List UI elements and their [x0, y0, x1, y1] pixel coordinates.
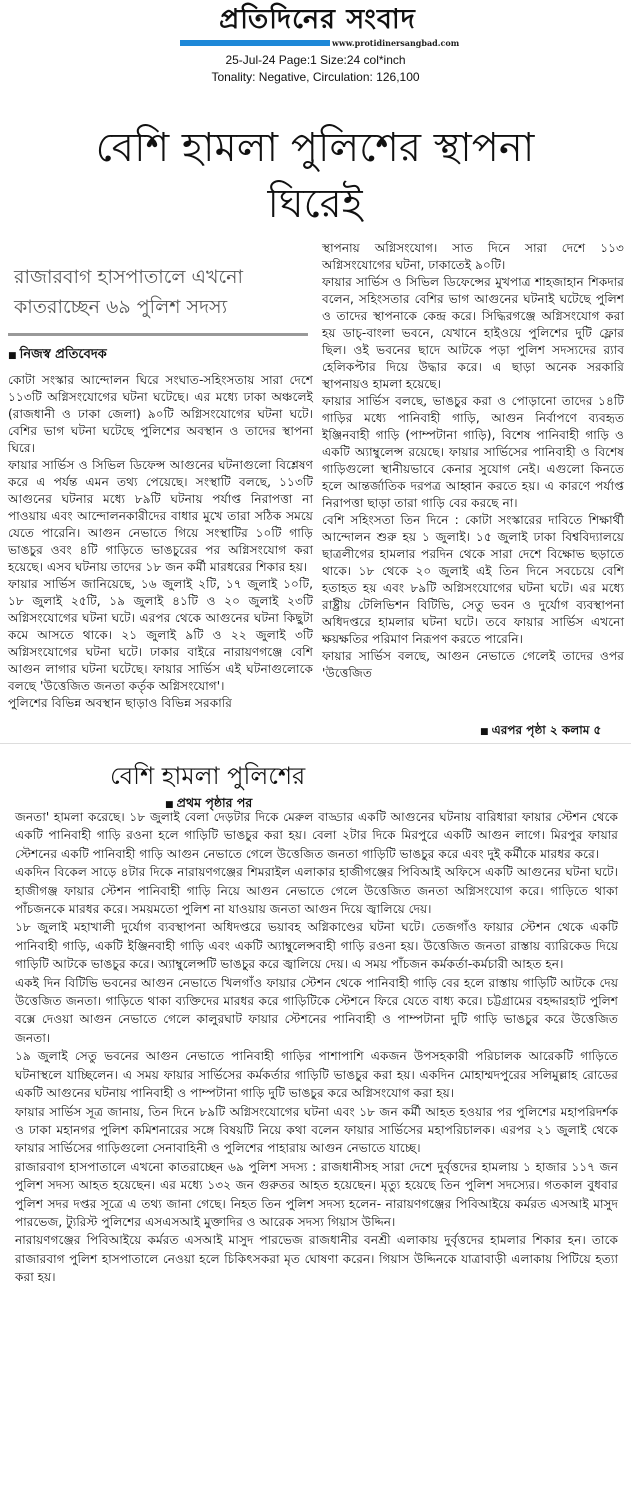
paragraph: কোটা সংস্কার আন্দোলন ঘিরে সংঘাত-সহিংসতায় সারা দেশে ১১৩টি অগ্নিসংযোগের ঘটনা ঘটেছে। এর মধ্যে ঢাকা অঞ্চলেই (রাজধানী ও ঢাকা জেলা) ৯০টি অগ্নিসংযোগের ঘটনা ঘটে। বেশির ভাগ ঘটনা ঘটেছে পুলিশের অবস্থান ও তাদের স্থাপনা ঘিরে। — [8, 373, 313, 455]
newspaper-logo: প্রতিদিনের সংবাদ — [219, 4, 416, 35]
article-right-column — [322, 240, 624, 682]
paragraph: স্থাপনায় অগ্নিসংযোগ। সাত দিনে সারা দেশে ১১৩ অগ্নিসংযোগের ঘটনা, ঢাকাতেই ৯০টি। — [322, 241, 624, 272]
paragraph: রাজারবাগ হাসপাতালে এখনো কাতরাচ্ছেন ৬৯ পুলিশ সদস্য : রাজধানীসহ সারা দেশে দুর্বৃত্তদের হামলায় ১ হাজার ১১৭ জন পুলিশ সদস্য আহত হয়েছেন। এর মধ্যে ১৩২ জন গুরুতর আহত হয়েছেন। মৃত্যু হয়েছে তিন পুলিশ সদস্যের। গতকাল বুধবার পুলিশ সদর দপ্তর সূত্রে এ তথ্য জানা গেছে। নিহত তিন পুলিশ সদস্য হলেন- নারায়ণগঞ্জের পিবিআইয়ে কর্মরত এসআই মাসুদ পারভেজ, ট্যুরিস্ট পুলিশের এসএসআই মুক্তাদির ও আরেক সদস্য গিয়াস উদ্দিন। — [15, 1159, 618, 1229]
byline: ■ নিজস্ব প্রতিবেদক — [8, 345, 107, 366]
paragraph: ফায়ার সার্ভিস বলছে, আগুন নেভাতে গেলেই তাদের ওপর 'উত্তেজিত — [322, 649, 624, 680]
logo-accent-bar — [180, 40, 330, 46]
paragraph: ফায়ার সার্ভিস বলছে, ভাঙচুর করা ও পোড়ানো তাদের ১৪টি গাড়ির মধ্যে পানিবাহী গাড়ি, আগুন নির্বাপণে ব্যবহৃত ইঞ্জিনবাহী গাড়ি (পাম্পটানা গাড়ি), বিশেষ পানিবাহী গাড়ি ও একটি অ্যাম্বুলেন্স রয়েছে। ফায়ার সার্ভিসের পানিবাহী ও বিশেষ গাড়িগুলো স্থানীয়ভাবে কেনার সুযোগ নেই। এগুলো কিনতে হলে আন্তর্জাতিক দরপত্র আহ্বান করতে হয়। এ কারণে পর্যাপ্ত নিরাপত্তা ছাড়া তারা গাড়ি বের করছে না। — [322, 394, 624, 510]
subheadline: রাজারবাগ হাসপাতালে এখনো কাতরাচ্ছেন ৬৯ পুলিশ সদস্য — [14, 266, 243, 318]
continuation-body — [15, 808, 618, 1287]
continued-jump-line: ■ এরপর পৃষ্ঠা ২ কলাম ৫ — [480, 722, 601, 742]
clipping-meta-tonality: Tonality: Negative, Circulation: 126,100 — [211, 70, 420, 84]
paragraph: ১৮ জুলাই মহাখালী দুর্যোগ ব্যবস্থাপনা অধিদপ্তরে ভয়াবহ অগ্নিকাণ্ডের ঘটনা ঘটে। তেজগাঁও ফায়ার স্টেশন থেকে একটি পানিবাহী গাড়ি, একটি ইঞ্জিনবাহী গাড়ি এবং একটি অ্যাম্বুলেন্সবাহী গাড়ি রওনা হয়। উত্তেজিত জনতা রাস্তায় ব্যারিকেড দিয়ে গাড়িটি আটকে ভাঙচুর করে। অ্যাম্বুলেন্সটি ভাঙচুর করে জ্বালিয়ে দেয়। এ সময় পাঁচজন কর্মকর্তা-কর্মচারী আহত হন। — [15, 920, 618, 972]
paragraph: ১৯ জুলাই সেতু ভবনের আগুন নেভাতে পানিবাহী গাড়ির পাশাপাশি একজন উপসহকারী পরিচালক আরেকটি গাড়িতে ঘটনাস্থলে যাচ্ছিলেন। এ সময় ফায়ার সার্ভিসের কর্মকর্তার গাড়িটি ভাঙচুর করা হয়। একদিন মোহাম্মদপুরের সলিমুল্লাহ রোডের একটি আগুনের ঘটনায় পানিবাহী ও পাম্পটানা গাড়ি দুটি ভাঙচুর করে অগ্নিসংযোগ করা হয়। — [15, 1049, 618, 1101]
subhead-box — [8, 258, 308, 336]
main-headline: বেশি হামলা পুলিশের স্থাপনা ঘিরেই — [95, 125, 535, 227]
paragraph: একদিন বিকেল সাড়ে ৪টার দিকে নারায়ণগঞ্জের শিমরাইল এলাকার হাজীগঞ্জের পিবিআই অফিসে একটি আগুনের ঘটনা ঘটে। হাজীগঞ্জ ফায়ার স্টেশন পানিবাহী গাড়ি নিয়ে আগুন নেভাতে গেলে উত্তেজিত জনতা অগ্নিসংযোগ করে। গাড়িতে থাকা পাঁচজনকে মারধর করে। সময়মতো পুলিশ না যাওয়ায় জনতা আগুন দিয়ে জ্বালিয়ে দেয়। — [15, 865, 618, 917]
continuation-headline: বেশি হামলা পুলিশের — [110, 762, 306, 790]
paragraph: ফায়ার সার্ভিস ও সিভিল ডিফেন্স আগুনের ঘটনাগুলো বিশ্লেষণ করে এ পর্যন্ত এমন তথ্য পেয়েছে। সংস্থাটি বলছে, ১১৩টি আগুনের ঘটনার মধ্যে ৮৯টি ঘটনায় পর্যাপ্ত নিরাপত্তা না পাওয়ায় এবং আন্দোলনকারীদের বাধার মুখে তারা সঠিক সময়ে যেতে পারেনি। আগুন নেভাতে গিয়ে সংস্থাটির ১০টি গাড়ি ভাঙচুর ওবং ৪টি গাড়িতে ভাঙচুরের পর অগ্নিসংযোগ করা হয়েছে। এসব ঘটনায় তাদের ১৮ জন কর্মী মারধরের শিকার হয়। — [8, 458, 313, 574]
paragraph: ফায়ার সার্ভিস সূত্র জানায়, তিন দিনে ৮৯টি অগ্নিসংযোগের ঘটনা এবং ১৮ জন কর্মী আহত হওয়ার পর পুলিশের মহাপরিদর্শক ও ঢাকা মহানগর পুলিশ কমিশনারের সঙ্গে বিষয়টি নিয়ে কথা বলেন ফায়ার সার্ভিসের মহাপরিচালক। এরপর ২১ জুলাই থেকে ফায়ার সার্ভিসের গাড়িগুলো সেনাবাহিনী ও পুলিশের পাহারায় আগুন নেভাতে যাচ্ছে। — [15, 1104, 618, 1156]
paragraph: জনতা' হামলা করেছে। ১৮ জুলাই বেলা দেড়টার দিকে মেরুল বাড্ডার একটি আগুনের ঘটনায় বারিধারা ফায়ার স্টেশন থেকে একটি পানিবাহী গাড়ি রওনা হলে গাড়িটি ভাঙচুর করা হয়। বেলা ২টার দিকে মিরপুরে একটি আগুন লাগে। মিরপুর ফায়ার স্টেশনের একটি পানিবাহী গাড়ি আগুন নেভাতে গেলে উত্তেজিত জনতা গাড়িটি ভাঙচুর করে এবং দুই কর্মীকে মারধর করে। — [15, 810, 618, 861]
paragraph: পুলিশের বিভিন্ন অবস্থান ছাড়াও বিভিন্ন সরকারি — [8, 696, 232, 710]
clipping-meta-date: 25-Jul-24 Page:1 Size:24 col*inch — [225, 53, 406, 67]
paragraph: বেশি সহিংসতা তিন দিনে : কোটা সংস্কারের দাবিতে শিক্ষার্থী আন্দোলন শুরু হয় ১ জুলাই। ১৫ জুলাই ঢাকা বিশ্ববিদ্যালয়ে ছাত্রলীগের হামলার পরদিন থেকে সারা দেশে বিক্ষোভ ছড়াতে থাকে। ১৮ থেকে ২০ জুলাই এই তিন দিনে সবচেয়ে বেশি হতাহত হয় এবং ৮৯টি অগ্নিসংযোগের ঘটনা ঘটে। এর মধ্যে রাষ্ট্রীয় টেলিভিশন বিটিভি, সেতু ভবন ও দুর্যোগ ব্যবস্থাপনা অধিদপ্তরে হামলার ঘটনা ঘটে। তবে ফায়ার সার্ভিস এখনো ক্ষয়ক্ষতির পরিমাণ নিরূপণ করতে পারেনি। — [322, 513, 624, 646]
article-left-column — [8, 372, 313, 712]
continuation-kicker: ■ প্রথম পৃষ্ঠার পর — [165, 795, 252, 815]
paragraph: নারায়ণগঞ্জের পিবিআইয়ে কর্মরত এসআই মাসুদ পারভেজ রাজধানীর বনশ্রী এলাকায় দুর্বৃত্তদের হামলার শিকার হন। তাকে রাজারবাগ পুলিশ হাসপাতালে নেওয়া হলে চিকিৎসকরা মৃত ঘোষণা করেন। গিয়াস উদ্দিনকে যাত্রাবাড়ী এলাকায় পিটিয়ে হত্যা করা হয়। — [15, 1233, 618, 1285]
paragraph: ফায়ার সার্ভিস ও সিভিল ডিফেন্সের মুখপাত্র শাহজাহান শিকদার বলেন, সহিংসতার বেশির ভাগ আগুনের ঘটনাই ঘটেছে পুলিশ ও তাদের স্থাপনাকে কেন্দ্র করে। সিদ্ধিরগঞ্জে অগ্নিসংযোগ করা হয় ডাচ্-বাংলা ভবনে, যেখানে হাইওয়ে পুলিশের দুটি ফ্লোর ছিল। ওই ভবনের ছাদে আটকে পড়া পুলিশ সদস্যদের র‍্যাব হেলিকপ্টার দিয়ে উদ্ধার করে। এ ছাড়া অনেক সরকারি স্থাপনায়ও হামলা হয়েছে। — [322, 275, 624, 391]
paragraph: একই দিন বিটিভি ভবনের আগুন নেভাতে খিলগাঁও ফায়ার স্টেশন থেকে পানিবাহী গাড়ি বের হলে রাস্তায় গাড়িটি আটকে দেয় উত্তেজিত জনতা। গাড়িতে থাকা ব্যক্তিদের মারধর করে গাড়িটিকে স্টেশনে ফিরে যেতে বাধ্য করে। চট্টগ্রামের বহদ্দারহাট পুলিশ বক্সে দেওয়া আগুন নেভাতে গেলে কালুরঘাট ফায়ার স্টেশনের পানিবাহী ও পাম্পটানা দুটি গাড়ি ভাঙচুর করে উত্তেজিত জনতা। — [15, 975, 618, 1045]
paragraph: ফায়ার সার্ভিস জানিয়েছে, ১৬ জুলাই ২টি, ১৭ জুলাই ১০টি, ১৮ জুলাই ২৫টি, ১৯ জুলাই ৪১টি ও ২০ জুলাই ২৩টি অগ্নিসংযোগের ঘটনা ঘটে। এরপর থেকে আগুনের ঘটনা কিছুটা কমে আসতে থাকে। ২১ জুলাই ৯টি ও ২২ জুলাই ৩টি অগ্নিসংযোগের ঘটনা ঘটে। ঢাকার বাইরে নারায়ণগঞ্জে বেশি আগুন লাগার ঘটনা ঘটেছে। ফায়ার সার্ভিস এই ঘটনাগুলোকে বলছে 'উত্তেজিত জনতা কর্তৃক অগ্নিসংযোগ'। — [8, 577, 313, 693]
section-divider — [0, 743, 631, 744]
website-url: www.protidinersangbad.com — [332, 38, 460, 48]
